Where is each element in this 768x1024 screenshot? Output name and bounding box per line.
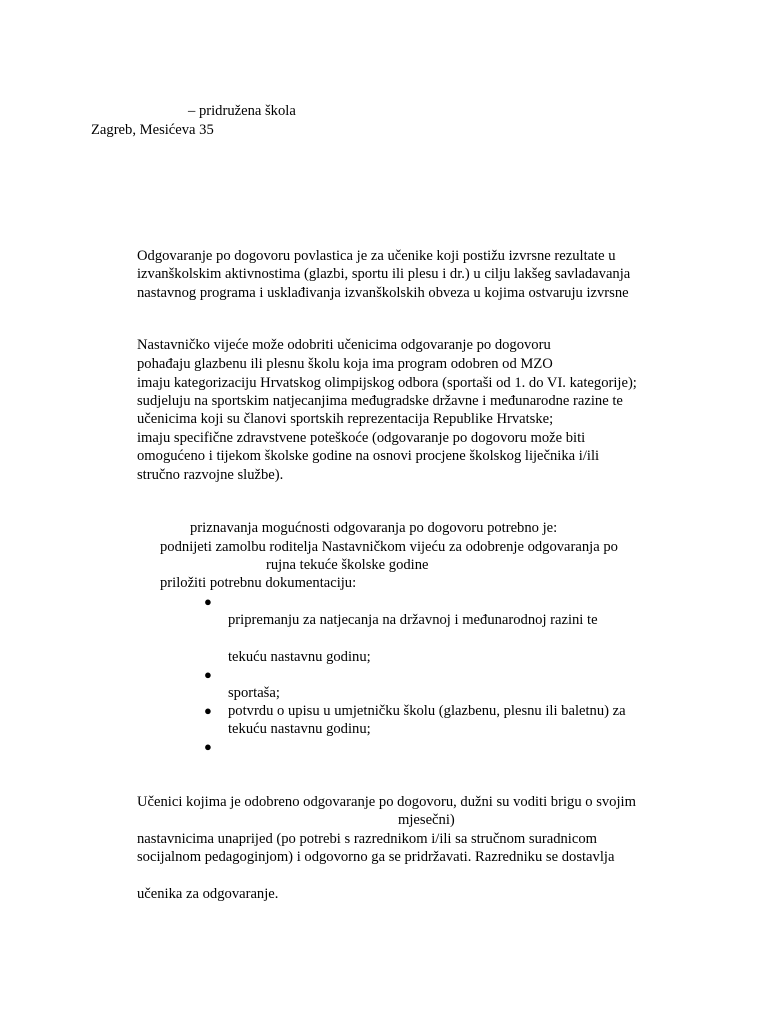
bullet-icon: ●	[204, 739, 212, 754]
school-address: Zagreb, Mesićeva 35	[91, 122, 214, 138]
procedure-step-request: podnijeti zamolbu roditelja Nastavničkom vijeću za odobrenje odgovaranja po	[160, 539, 618, 555]
intro-line: nastavnog programa i usklađivanja izvanškolskih obveza u kojima ostvaruju izvrsne	[137, 285, 629, 301]
eligibility-line: učenicima koji su članovi sportskih reprezentacija Republike Hrvatske;	[137, 411, 554, 427]
eligibility-line: sudjeluju na sportskim natjecanjima međugradske državne i međunarodne razine te	[137, 393, 623, 409]
intro-line: izvanškolskim aktivnostima (glazbi, sportu ili plesu i dr.) u cilju lakšeg savladavanja	[137, 266, 631, 282]
closing-line: mjesečni)	[398, 812, 455, 828]
document-item-line: potvrdu o upisu u umjetničku školu (glazbenu, plesnu ili baletnu) za	[228, 703, 626, 719]
procedure-step-documents: priložiti potrebnu dokumentaciju:	[160, 575, 357, 591]
eligibility-line: omogućeno i tijekom školske godine na osnovi procjene školskog liječnika i/ili	[137, 448, 600, 464]
eligibility-line: imaju kategorizaciju Hrvatskog olimpijskog odbora (sportaši od 1. do VI. kategorije);	[137, 375, 637, 391]
procedure-heading: priznavanja mogućnosti odgovaranja po dogovoru potrebno je:	[190, 520, 558, 536]
closing-line: nastavnicima unaprijed (po potrebi s razrednikom i/ili sa stručnom suradnicom	[137, 831, 597, 847]
eligibility-line: imaju specifične zdravstvene poteškoće (odgovaranje po dogovoru može biti	[137, 430, 586, 446]
eligibility-line: stručno razvojne službe).	[137, 467, 284, 483]
closing-line: Učenici kojima je odobreno odgovaranje po dogovoru, dužni su voditi brigu o svojim	[137, 794, 636, 810]
intro-line: Odgovaranje po dogovoru povlastica je za učenike koji postižu izvrsne rezultate u	[137, 248, 616, 264]
eligibility-line: Nastavničko vijeće može odobriti učenicima odgovaranje po dogovoru	[137, 337, 551, 353]
school-subtitle: – pridružena škola	[188, 103, 296, 119]
bullet-icon: ●	[204, 594, 212, 609]
bullet-icon: ●	[204, 667, 212, 682]
procedure-step-request-deadline: rujna tekuće školske godine	[266, 557, 429, 573]
document-item-line: pripremanju za natjecanja na državnoj i međunarodnoj razini te	[228, 612, 598, 628]
document-item-line: tekuću nastavnu godinu;	[228, 721, 371, 737]
document-item-line: sportaša;	[228, 685, 280, 701]
eligibility-line: pohađaju glazbenu ili plesnu školu koja ima program odobren od MZO	[137, 356, 553, 372]
closing-line: socijalnom pedagoginjom) i odgovorno ga se pridržavati. Razredniku se dostavlja	[137, 849, 615, 865]
closing-line: učenika za odgovaranje.	[137, 886, 279, 902]
bullet-icon: ●	[204, 703, 212, 718]
document-item-line: tekuću nastavnu godinu;	[228, 649, 371, 665]
